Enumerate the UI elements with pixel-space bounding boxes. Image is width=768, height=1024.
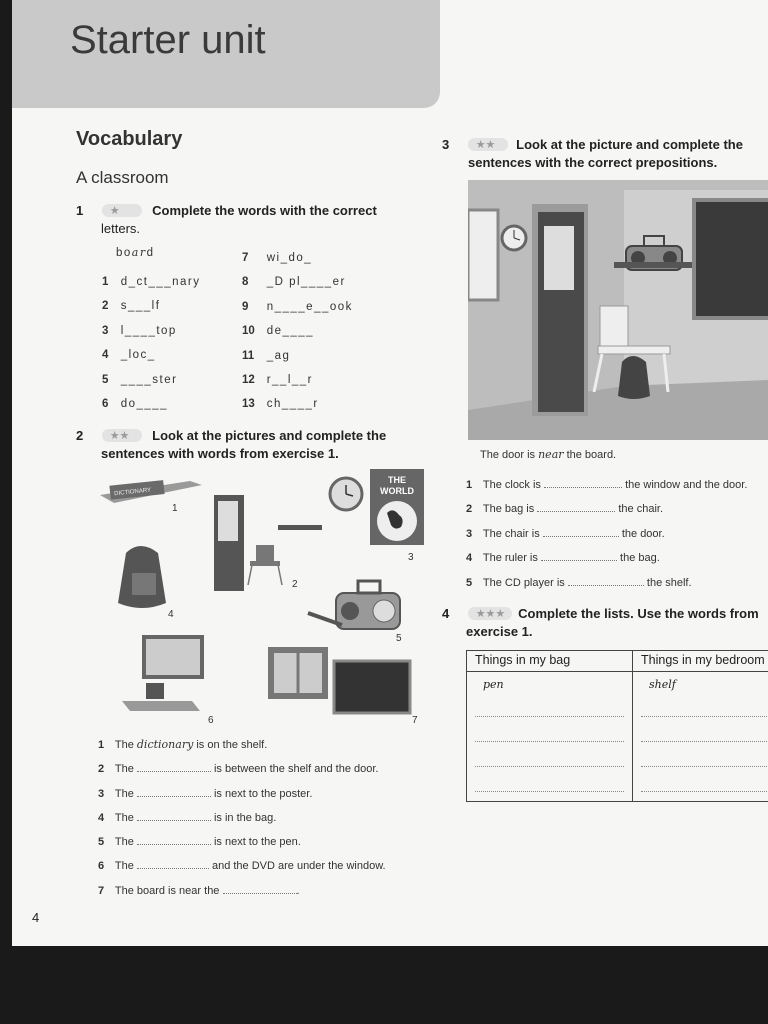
exercise-instruction: Complete the words with the correct bbox=[152, 203, 377, 218]
exercise-instruction-cont: letters. bbox=[101, 221, 141, 236]
exercise-instruction: Look at the picture and complete the bbox=[516, 137, 743, 152]
list-item[interactable]: 9 n____e__ook bbox=[242, 300, 353, 313]
unit-banner bbox=[12, 0, 440, 108]
bag-image bbox=[618, 356, 650, 399]
picture-label: 7 bbox=[412, 715, 418, 726]
window-image bbox=[468, 210, 498, 300]
difficulty-stars: ★★ bbox=[102, 429, 142, 442]
list-item[interactable]: 2 s___lf bbox=[102, 300, 161, 313]
sentence-item: 1 The dictionary is on the shelf. bbox=[98, 738, 268, 751]
poster-text: WORLD bbox=[380, 486, 414, 496]
section-heading: Vocabulary bbox=[76, 128, 183, 150]
exercise-3-example: The door is near the board. bbox=[480, 448, 617, 461]
unit-title: Starter unit bbox=[70, 18, 266, 62]
picture-label: 1 bbox=[172, 503, 178, 514]
answer-blank[interactable] bbox=[544, 478, 622, 488]
exercise-instruction-cont: sentences with words from exercise 1. bbox=[101, 446, 339, 461]
book-label: DICTIONARY bbox=[114, 487, 152, 498]
list-column-bag bbox=[467, 672, 633, 802]
cd-player-image bbox=[336, 581, 400, 629]
list-item[interactable]: 7 wi_do_ bbox=[242, 252, 313, 264]
sentence-item: 4 The is in the bag. bbox=[98, 811, 277, 824]
classroom-picture bbox=[468, 180, 768, 440]
answer-fill[interactable]: near bbox=[538, 448, 564, 461]
answer-line[interactable] bbox=[641, 742, 768, 767]
door-image bbox=[532, 204, 588, 416]
dictionary-on-shelf-image bbox=[100, 480, 202, 503]
exercise-1-header bbox=[76, 202, 416, 237]
sentence-item: 6 The and the DVD are under the window. bbox=[98, 860, 386, 873]
answer-line[interactable] bbox=[475, 694, 624, 717]
answer-blank[interactable] bbox=[537, 502, 615, 512]
board-image bbox=[694, 200, 768, 318]
exercise-number: 4 bbox=[442, 606, 450, 621]
lists-table bbox=[466, 650, 768, 802]
world-poster-image bbox=[370, 469, 424, 545]
sentence-item: 1 The clock is the window and the door. bbox=[466, 479, 748, 491]
answer-blank[interactable] bbox=[137, 787, 211, 797]
answer-fill[interactable]: pen bbox=[483, 678, 504, 691]
sentence-item: 3 The is next to the poster. bbox=[98, 787, 313, 800]
list-item[interactable]: 4 _loc_ bbox=[102, 349, 156, 362]
column-header: Things in my bedroom bbox=[633, 651, 768, 672]
clock-image bbox=[502, 226, 526, 250]
sentence-item: 5 The CD player is the shelf. bbox=[466, 576, 692, 589]
answer-blank[interactable] bbox=[223, 884, 297, 894]
exercise-3-header bbox=[442, 136, 768, 171]
difficulty-stars: ★★ bbox=[468, 138, 508, 151]
sentence-item: 7 The board is near the . bbox=[98, 884, 300, 897]
answer-blank[interactable] bbox=[543, 527, 619, 537]
workbook-page bbox=[12, 0, 768, 946]
list-item[interactable]: 13 ch____r bbox=[242, 398, 319, 411]
answer-blank[interactable] bbox=[137, 811, 211, 821]
page-number: 4 bbox=[32, 910, 40, 925]
shelf-image bbox=[278, 525, 322, 530]
answer-blank[interactable] bbox=[137, 835, 211, 845]
column-header: Things in my bag bbox=[467, 651, 633, 672]
exercise-instruction: Complete the lists. Use the words from bbox=[518, 606, 759, 621]
clock-image bbox=[330, 478, 362, 510]
picture-label: 2 bbox=[292, 579, 298, 590]
sentence-item: 2 The is between the shelf and the door. bbox=[98, 763, 379, 776]
answer-line[interactable] bbox=[641, 767, 768, 792]
answer-blank[interactable] bbox=[137, 762, 211, 772]
list-item[interactable]: 8 _D pl____er bbox=[242, 276, 346, 289]
answer-fill[interactable]: dictionary bbox=[136, 738, 194, 751]
exercise-2-header bbox=[76, 427, 416, 462]
word-list-left bbox=[102, 270, 201, 416]
answer-blank[interactable] bbox=[541, 551, 617, 561]
example-fill: ar bbox=[131, 246, 147, 259]
classroom-objects-illustration bbox=[96, 465, 426, 730]
answer-line[interactable] bbox=[641, 717, 768, 742]
poster-text: THE bbox=[388, 475, 406, 485]
exercise-instruction-cont: exercise 1. bbox=[466, 624, 533, 639]
picture-label: 6 bbox=[208, 715, 214, 726]
sentence-item: 2 The bag is the chair. bbox=[466, 503, 663, 516]
difficulty-stars: ★ bbox=[102, 204, 142, 217]
exercise-3-sentences bbox=[466, 473, 747, 595]
exercise-2-sentences bbox=[98, 733, 386, 903]
list-item[interactable]: 1 d_ct___nary bbox=[102, 276, 201, 288]
door-image bbox=[214, 495, 244, 591]
answer-fill[interactable]: shelf bbox=[649, 678, 676, 691]
example-suffix: d bbox=[146, 247, 155, 259]
list-item[interactable]: 10 de____ bbox=[242, 325, 315, 338]
sentence-item: 5 The is next to the pen. bbox=[98, 836, 301, 849]
shelf-image bbox=[614, 262, 692, 268]
answer-line[interactable] bbox=[475, 742, 624, 767]
picture-label: 3 bbox=[408, 552, 414, 563]
difficulty-stars: ★★★ bbox=[468, 607, 512, 620]
list-item[interactable]: 6 do____ bbox=[102, 398, 169, 411]
picture-label: 5 bbox=[396, 633, 402, 644]
answer-line[interactable] bbox=[641, 694, 768, 717]
bag-image bbox=[118, 546, 166, 608]
example-prefix: bo bbox=[116, 247, 132, 259]
exercise-4-header bbox=[442, 605, 768, 640]
section-subheading: A classroom bbox=[76, 168, 169, 187]
list-item[interactable]: 3 l____top bbox=[102, 324, 177, 337]
sentence-item: 3 The chair is the door. bbox=[466, 527, 665, 540]
sentence-item: 4 The ruler is the bag. bbox=[466, 552, 660, 565]
chair-image bbox=[248, 545, 282, 585]
window-image bbox=[268, 647, 328, 699]
answer-blank[interactable] bbox=[137, 859, 209, 869]
list-item[interactable]: 12 r__l__r bbox=[242, 374, 314, 387]
exercise-instruction-cont: sentences with the correct prepositions. bbox=[468, 155, 718, 170]
list-item[interactable]: 11 _ag bbox=[242, 349, 291, 362]
exercise-number: 1 bbox=[76, 203, 84, 218]
answer-line[interactable] bbox=[475, 767, 624, 792]
answer-line[interactable] bbox=[475, 717, 624, 742]
word-list-right bbox=[242, 246, 353, 417]
board-image bbox=[334, 661, 410, 713]
answer-blank[interactable] bbox=[568, 576, 644, 586]
exercise-number: 3 bbox=[442, 137, 450, 152]
word-example bbox=[116, 246, 155, 259]
list-column-bedroom bbox=[633, 672, 768, 802]
exercise-instruction: Look at the pictures and complete the bbox=[152, 428, 387, 443]
list-item[interactable]: 5 ____ster bbox=[102, 373, 178, 386]
picture-label: 4 bbox=[168, 609, 174, 620]
exercise-number: 2 bbox=[76, 428, 84, 443]
dvd-laptop-image bbox=[122, 635, 204, 711]
